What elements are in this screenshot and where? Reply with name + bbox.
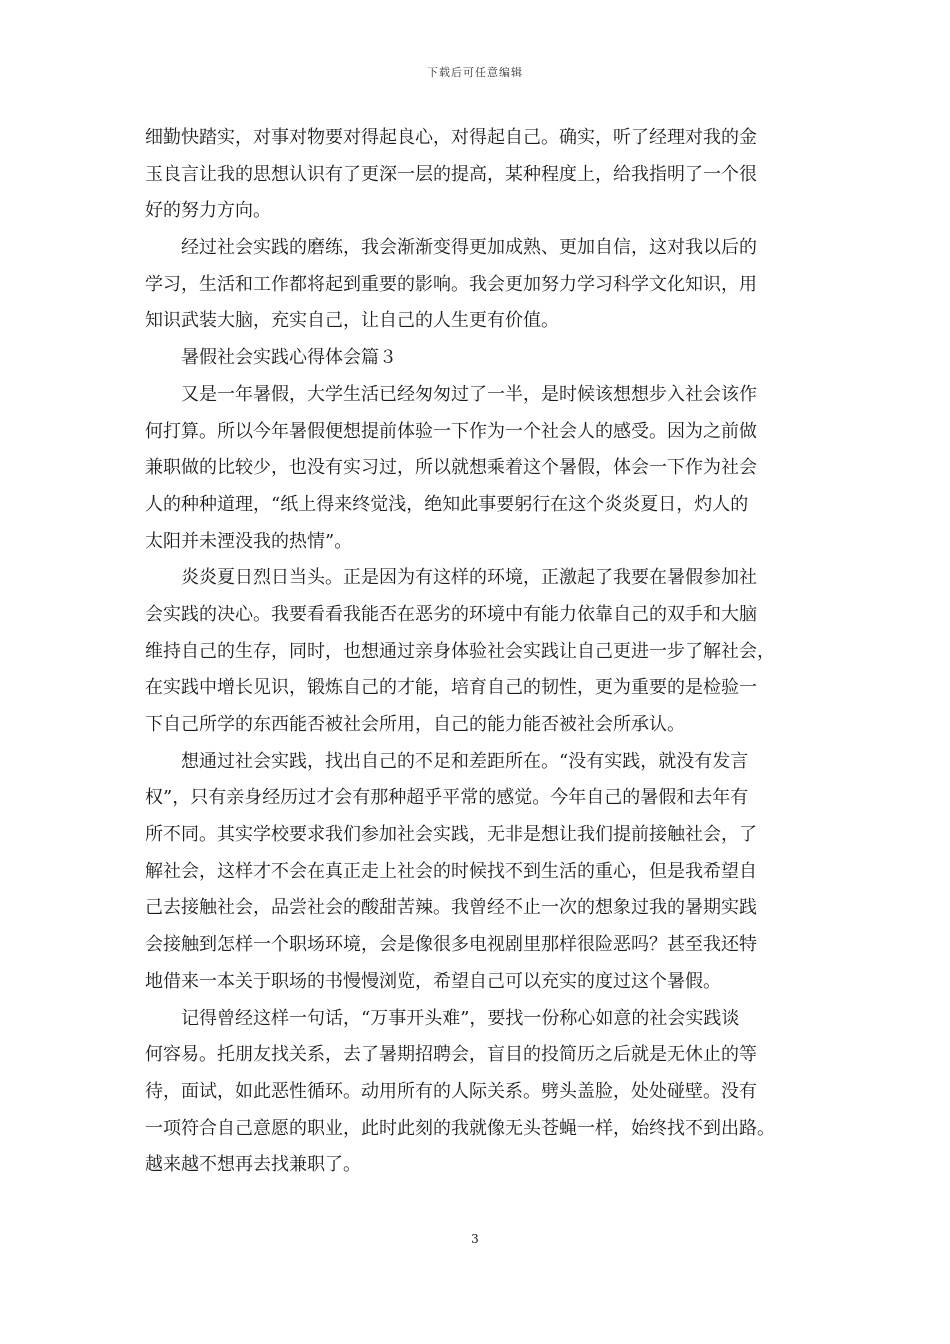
text-line: 经过社会实践的磨练，我会渐渐变得更加成熟、更加自信，这对我以后的 (145, 237, 757, 259)
text-line: 解社会，这样才不会在真正走上社会的时候找不到生活的重心，但是我希望自 (145, 860, 757, 882)
page-header: 下载后可任意编辑 (427, 66, 523, 79)
text-line: 地借来一本关于职场的书慢慢浏览，希望自己可以充实的度过这个暑假。 (145, 970, 721, 992)
text-line: 维持自己的生存，同时，也想通过亲身体验社会实践让自己更进一步了解社会， (145, 640, 775, 662)
text-line: 记得曾经这样一句话，“万事开头难”，要找一份称心如意的社会实践谈 (145, 1007, 740, 1029)
text-line: 好的努力方向。 (145, 200, 271, 222)
text-line: 细勤快踏实，对事对物要对得起良心，对得起自己。确实，听了经理对我的金 (145, 127, 757, 148)
text-line: 知识武装大脑，充实自己，让自己的人生更有价值。 (145, 310, 559, 332)
text-line: 越来越不想再去找兼职了。 (145, 1154, 361, 1176)
text-line: 在实践中增长见识，锻炼自己的才能，培育自己的韧性，更为重要的是检验一 (145, 677, 757, 699)
text-line: 玉良言让我的思想认识有了更深一层的提高，某种程度上，给我指明了一个很 (145, 163, 757, 185)
text-line: 何打算。所以今年暑假便想提前体验一下作为一个社会人的感受。因为之前做 (145, 420, 757, 442)
text-line: 会接触到怎样一个职场环境，会是像很多电视剧里那样很险恶吗？甚至我还特 (145, 934, 757, 956)
text-line: 何容易。托朋友找关系，去了暑期招聘会，盲目的投简历之后就是无休止的等 (145, 1044, 757, 1066)
text-line: 己去接触社会，品尝社会的酸甜苦辣。我曾经不止一次的想象过我的暑期实践 (145, 897, 757, 919)
section-heading: 暑假社会实践心得体会篇３ (145, 347, 397, 369)
page-number: 3 (471, 1232, 479, 1246)
document-body (145, 120, 810, 1184)
text-line: 会实践的决心。我要看看我能否在恶劣的环境中有能力依靠自己的双手和大脑 (145, 603, 757, 625)
text-line: 人的种种道理，“纸上得来终觉浅，绝知此事要躬行在这个炎炎夏日，灼人的 (145, 493, 749, 515)
text-line: 炎炎夏日烈日当头。正是因为有这样的环境，正激起了我要在暑假参加社 (145, 567, 757, 589)
text-line: 下自己所学的东西能否被社会所用，自己的能力能否被社会所承认。 (145, 714, 685, 735)
text-line: 兼职做的比较少，也没有实习过，所以就想乘着这个暑假，体会一下作为社会 (145, 457, 757, 479)
text-line: 太阳并未湮没我的热情”。 (145, 530, 353, 552)
text-line: 所不同。其实学校要求我们参加社会实践，无非是想让我们提前接触社会，了 (145, 824, 757, 846)
text-line: 学习，生活和工作都将起到重要的影响。我会更加努力学习科学文化知识，用 (145, 273, 757, 295)
text-line: 待，面试，如此恶性循环。动用所有的人际关系。劈头盖脸，处处碰壁。没有 (145, 1080, 757, 1102)
text-line: 权”，只有亲身经历过才会有那种超乎平常的感觉。今年自己的暑假和去年有 (145, 787, 749, 809)
text-line: 想通过社会实践，找出自己的不足和差距所在。“没有实践，就没有发言 (145, 750, 749, 772)
text-line: 一项符合自己意愿的职业，此时此刻的我就像无头苍蝇一样，始终找不到出路。 (145, 1117, 775, 1139)
text-line: 又是一年暑假，大学生活已经匆匆过了一半，是时候该想想步入社会该作 (145, 383, 757, 405)
